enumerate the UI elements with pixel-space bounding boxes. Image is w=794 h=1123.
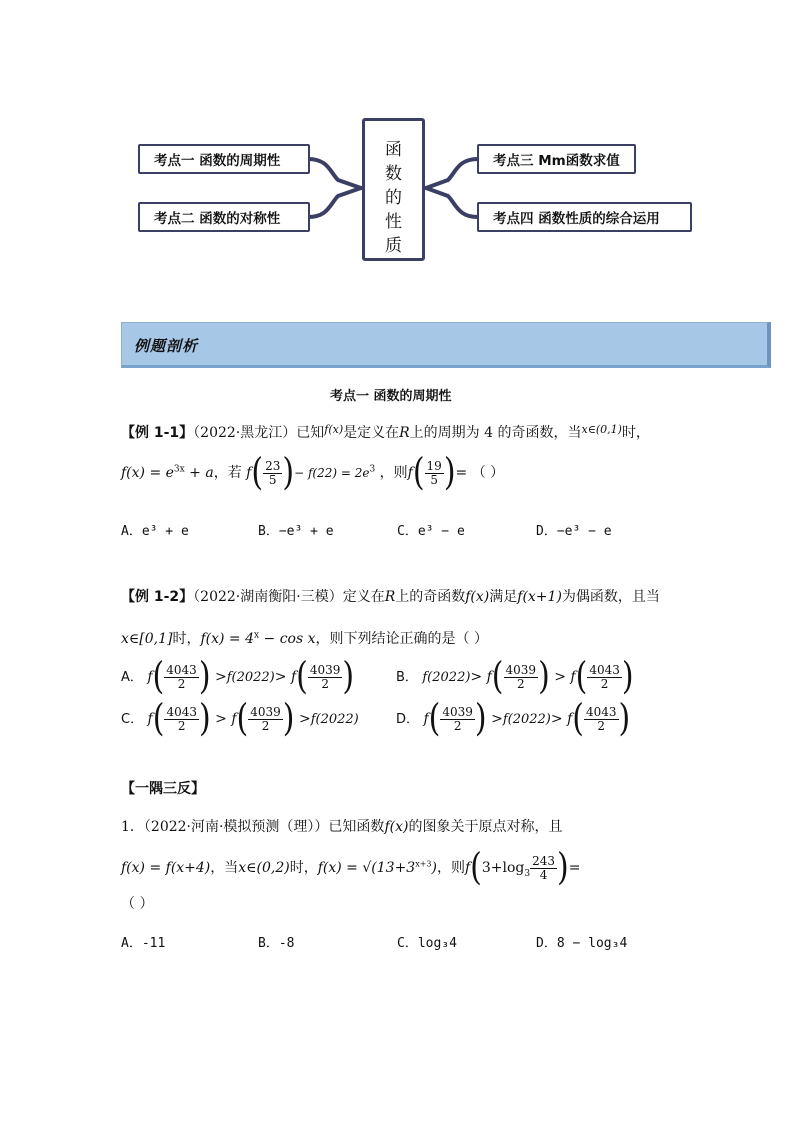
gt: >: [550, 711, 563, 727]
f: f: [567, 711, 573, 727]
paren-left: (: [428, 696, 441, 741]
option-letter: C．: [121, 712, 144, 727]
paren-right: ): [198, 654, 211, 699]
q1-shi: 时，: [289, 860, 318, 876]
q1-close: ): [431, 860, 437, 876]
ex11-option-d: D．−e³ − e: [536, 524, 612, 539]
mindmap-center-node: [362, 118, 425, 261]
paren-right: ): [198, 696, 211, 741]
ex12-text3: 满足: [489, 589, 518, 605]
ex12-option-a: [121, 654, 355, 699]
practice-q1-line2: [121, 845, 581, 890]
mindmap-node-right-2: [477, 202, 692, 232]
q1-exp: x+3: [415, 859, 432, 869]
fraction: [248, 706, 283, 733]
denominator: 2: [453, 718, 462, 733]
ex11-R: R: [399, 425, 410, 441]
section-title-text: 考点一 函数的周期性: [330, 389, 452, 404]
paren-left: (: [152, 654, 165, 699]
fraction: [504, 664, 539, 691]
ex11-ruo: ，若: [213, 465, 242, 481]
denominator: 4: [539, 867, 548, 882]
mindmap-node-left-1: [138, 144, 310, 174]
ex11-fx: f(x): [324, 423, 344, 436]
mindmap-node-label: 考点四 函数性质的综合运用: [493, 211, 660, 227]
ex11-source: （2022·黑龙江）已知: [193, 425, 325, 441]
paren-left: (: [412, 450, 425, 495]
ex11-eq-exp: 3: [369, 464, 376, 475]
q1-periodic: f(x) = f(x+4): [121, 860, 211, 876]
q1-log: 3+log: [481, 860, 525, 876]
mindmap-node-label: 考点三 Mm函数求值: [493, 153, 620, 169]
paren-left: (: [491, 654, 504, 699]
fraction-243-4: [530, 855, 557, 882]
paren-right: ): [618, 696, 631, 741]
paren-right: ): [282, 696, 295, 741]
denominator: 2: [261, 718, 270, 733]
numerator: 4039: [309, 662, 341, 677]
denominator: 2: [516, 676, 525, 691]
option-letter: D．: [396, 712, 420, 727]
q1-formula: f(x) = √(13+3: [317, 860, 416, 876]
paren-right: ): [282, 450, 295, 495]
q1-option-a: A．-11: [121, 936, 166, 951]
f: f: [231, 711, 237, 727]
ex12-question: ，则下列结论正确的是（ ）: [315, 631, 488, 647]
paren-left: (: [296, 654, 308, 699]
gt: >: [554, 669, 566, 685]
paren-left: (: [470, 845, 482, 890]
ex11-mid1: 是定义在: [343, 425, 400, 441]
practice-header: 【一隅三反】: [121, 781, 205, 797]
paren-right: ): [557, 845, 569, 890]
f2022: f(2022): [226, 670, 275, 685]
fraction: [587, 664, 622, 691]
option-letter: A．: [121, 670, 143, 685]
ex11-interval: x∈(0,1): [581, 423, 622, 436]
denominator: 5: [268, 472, 277, 487]
denominator: 2: [177, 676, 186, 691]
ex12-option-b: [396, 654, 634, 699]
paren-left: (: [236, 696, 249, 741]
numerator: 4043: [166, 662, 197, 677]
center-char: 数: [385, 164, 402, 184]
q1-option-c: C．log₃4: [397, 936, 457, 951]
denominator: 2: [321, 676, 329, 691]
gt: >: [298, 711, 311, 727]
center-char: 函: [385, 140, 402, 160]
q1-text1: 1．（2022·河南·模拟预测（理））已知函数: [121, 819, 385, 835]
numerator: 19: [426, 458, 442, 473]
q1-dang: ，当: [210, 860, 239, 876]
ex11-blank: （ ）: [471, 465, 505, 481]
mindmap-node-right-1: [477, 144, 636, 174]
fraction: [164, 706, 199, 733]
ex11-mid2: 上的周期为 4 的奇函数，当: [409, 425, 582, 441]
paren-left: (: [572, 696, 584, 741]
ex12-exp: x: [254, 630, 260, 641]
numerator: 4039: [442, 704, 473, 719]
fraction: [440, 706, 475, 733]
f: f: [290, 669, 297, 685]
section-title: [330, 385, 452, 404]
ex12-text1: （2022·湖南衡阳·三模）定义在: [193, 589, 385, 605]
f2022: f(2022): [422, 670, 471, 685]
gt: >: [491, 711, 503, 727]
ex12-fx1: f(x+1): [517, 589, 562, 605]
ex11-eq: − f(22) = 2e: [294, 466, 370, 480]
f2022: f(2022): [310, 712, 359, 727]
ex11-tail: =: [455, 465, 468, 481]
ex12-option-c: [121, 696, 359, 741]
ex12-line1: [121, 586, 660, 606]
ex11-option-a: A．e³ + e: [121, 524, 189, 539]
paren-left: (: [251, 450, 264, 495]
numerator: 4039: [505, 662, 537, 677]
ex11-formula-b: + a: [184, 465, 214, 481]
f2022: f(2022): [502, 712, 551, 727]
f: f: [147, 711, 153, 727]
q1-option-d: D．8 − log₃4: [536, 936, 628, 951]
q1-f: f: [464, 860, 471, 876]
gt: >: [214, 669, 227, 685]
denominator: 5: [430, 472, 438, 487]
mindmap-node-label: 考点二 函数的对称性: [154, 211, 281, 227]
ex11-formula: f(x) = e: [121, 465, 174, 481]
f: f: [147, 669, 153, 685]
ex12-option-d: [396, 696, 631, 741]
ex12-interval: x∈[0,1]: [121, 631, 173, 647]
ex12-line2: [121, 628, 488, 648]
q1-ze: ，则: [436, 860, 465, 876]
ex12-text2: 上的奇函数: [395, 589, 466, 605]
q1-interval: x∈(0,2): [238, 860, 290, 876]
f: f: [486, 669, 492, 685]
ex11-f2: f: [407, 465, 413, 481]
paren-right: ): [474, 696, 487, 741]
option-letter: B．: [396, 670, 418, 685]
fraction: [164, 664, 199, 691]
ex12-R: R: [384, 589, 396, 605]
gt: >: [274, 669, 287, 685]
denominator: 2: [177, 718, 186, 733]
paren-right: ): [342, 654, 355, 699]
denominator: 2: [600, 676, 609, 691]
ex12-text4: 为偶函数，且当: [561, 589, 660, 605]
ex11-option-b: B．−e³ + e: [258, 524, 334, 539]
gt: >: [215, 711, 227, 727]
q1-text2: 的图象关于原点对称，且: [408, 819, 563, 835]
ex12-label: 【例 1-2】: [121, 589, 194, 605]
ex11-exp: 3x: [173, 464, 185, 475]
q1-fx: f(x): [384, 819, 409, 835]
paren-left: (: [152, 696, 165, 741]
section-banner: [121, 322, 771, 368]
fraction: [308, 664, 343, 691]
practice-q1-line1: [121, 816, 562, 836]
paren-left: (: [575, 654, 588, 699]
q1-log-base: 3: [524, 868, 531, 879]
paren-right: ): [621, 654, 634, 699]
numerator: 4039: [250, 704, 281, 719]
f: f: [423, 711, 429, 727]
fraction: [584, 706, 619, 733]
practice-q1-blank: （ ）: [121, 896, 154, 912]
paren-right: ): [538, 654, 550, 699]
center-char: 性: [385, 212, 402, 232]
paren-right: ): [443, 450, 456, 495]
fraction-19-5: [425, 460, 444, 487]
ex11-option-c: C．e³ − e: [397, 524, 465, 539]
ex11-line2: [121, 450, 505, 495]
fraction-23-5: [263, 460, 282, 487]
ex11-ze: ，则: [379, 465, 408, 481]
mindmap-node-label: 考点一 函数的周期性: [154, 153, 281, 169]
numerator: 4043: [589, 662, 620, 677]
ex11-line1: [121, 422, 650, 442]
center-char: 的: [385, 188, 402, 208]
q1-tail: =: [568, 860, 581, 876]
numerator: 4043: [585, 704, 617, 719]
ex11-end: 时，: [621, 425, 650, 441]
center-char: 质: [385, 236, 402, 256]
banner-title: 例题剖析: [134, 337, 199, 355]
numerator: 243: [532, 853, 556, 868]
numerator: 4043: [166, 704, 197, 719]
gt: >: [470, 669, 483, 685]
denominator: 2: [597, 718, 606, 733]
ex11-label: 【例 1-1】: [121, 425, 194, 441]
q1-option-b: B．-8: [258, 936, 295, 951]
ex11-f: f: [246, 465, 252, 481]
f: f: [570, 669, 576, 685]
ex12-shi: 时，: [172, 631, 201, 647]
mindmap-node-left-2: [138, 202, 310, 232]
ex12-formula: f(x) = 4: [200, 631, 254, 647]
ex12-formula-b: − cos x: [259, 631, 316, 647]
ex12-fx: f(x): [465, 589, 490, 605]
numerator: 23: [265, 458, 281, 473]
